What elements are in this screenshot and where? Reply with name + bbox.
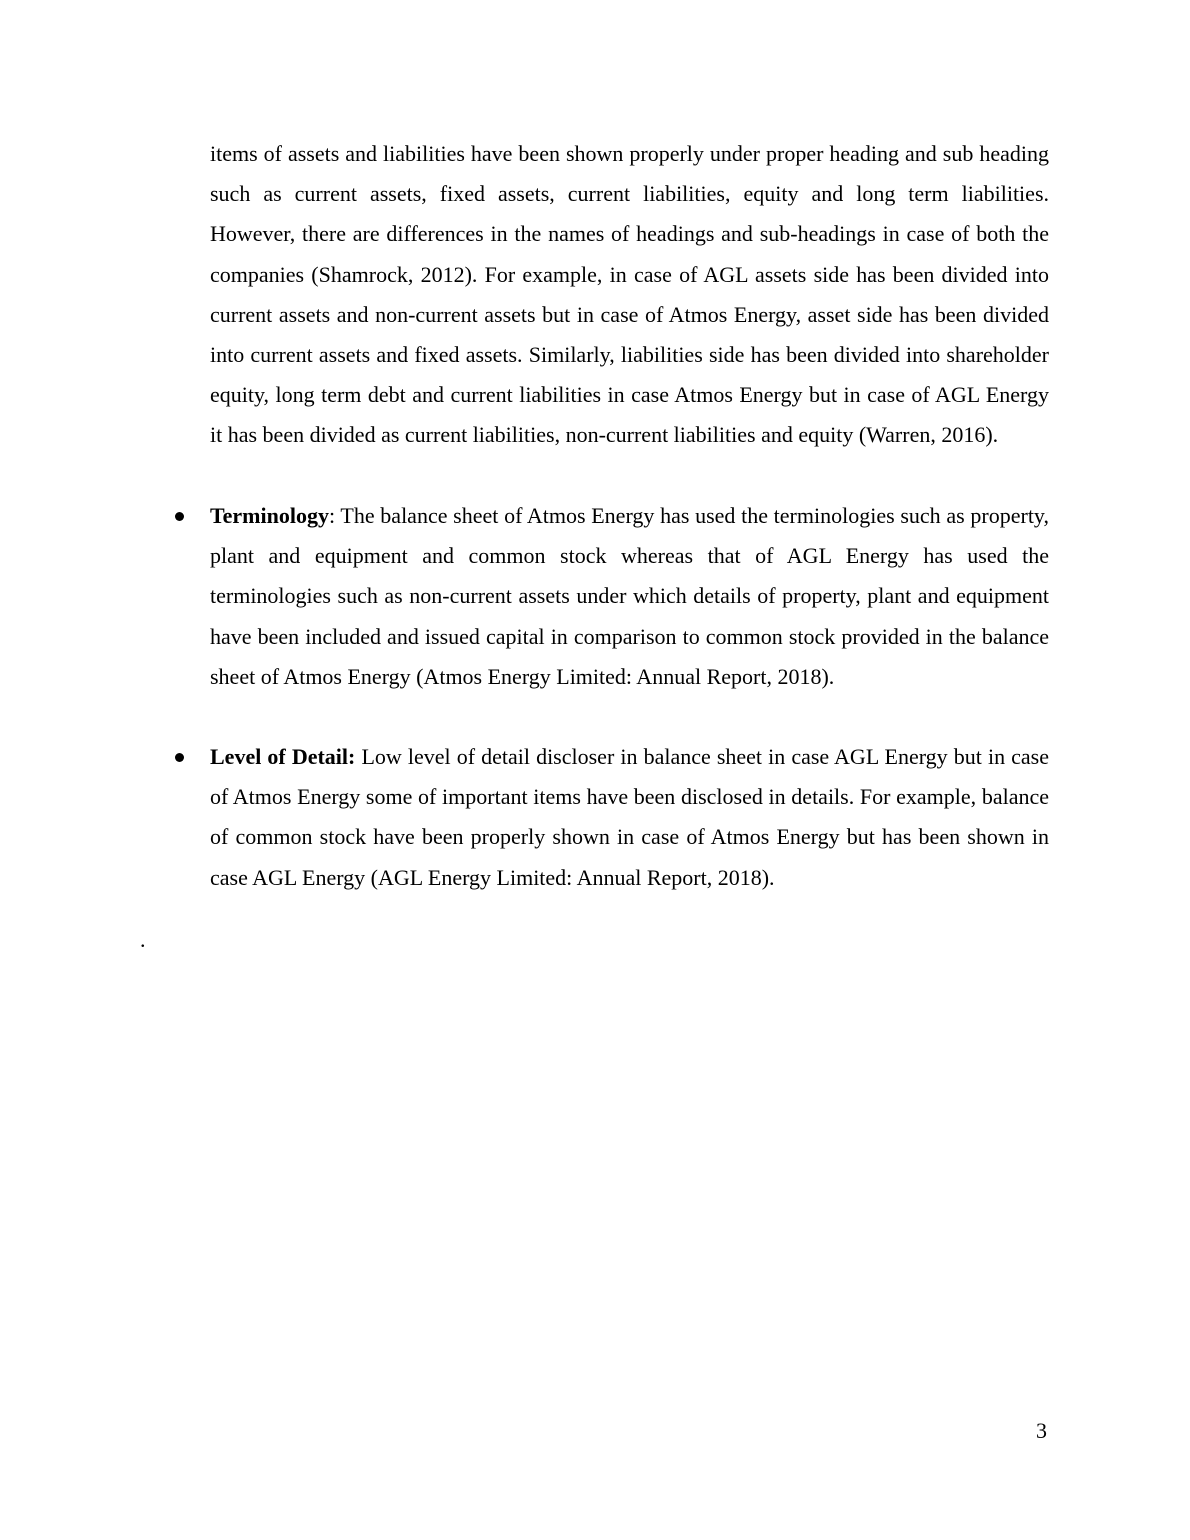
stray-period-mark: . [140,927,146,952]
page-number: 3 [1036,1418,1047,1443]
bullet-dot-icon [174,751,188,765]
bullet-term-level-of-detail: Level of Detail: [210,744,356,769]
bullet-item-level-of-detail [210,737,1049,898]
bullet-term-terminology: Terminology [210,503,329,528]
bullet-separator: : [328,503,336,528]
bullet-text-terminology: The balance sheet of Atmos Energy has used the terminologies such as property, plant and equipment and common stock whereas that of AGL Energy has used the terminologies such as non-current assets under which details of property, plant and equipment have been included and issued capital in comparison to common stock provided in the balance sheet of Atmos Energy (Atmos Energy Limited: Annual Report, 2018). [210,503,1049,689]
bullet-dot-icon [174,510,188,524]
bullet-text-level-of-detail: Low level of detail discloser in balance sheet in case AGL Energy but in case of Atmos Energy some of important items have been disclosed in details. For example, balance of common stock have been properly shown in case of Atmos Energy but has been shown in case AGL Energy (AGL Energy Limited: Annual Report, 2018). [210,744,1050,890]
bullet-item-terminology [210,496,1049,697]
continuation-paragraph: items of assets and liabilities have been shown properly under proper heading and sub heading such as current assets, fixed assets, current liabilities, equity and long term liabilities. However, there are differences in the names of headings and sub-headings in case of both the companies (Shamrock, 2012). For example, in case of AGL assets side has been divided into current assets and non-current assets but in case of Atmos Energy, asset side has been divided into current assets and fixed assets. Similarly, liabilities side has been divided into shareholder equity, long term debt and current liabilities in case Atmos Energy but in case of AGL Energy it has been divided as current liabilities, non-current liabilities and equity (Warren, 2016). [210,141,1049,448]
